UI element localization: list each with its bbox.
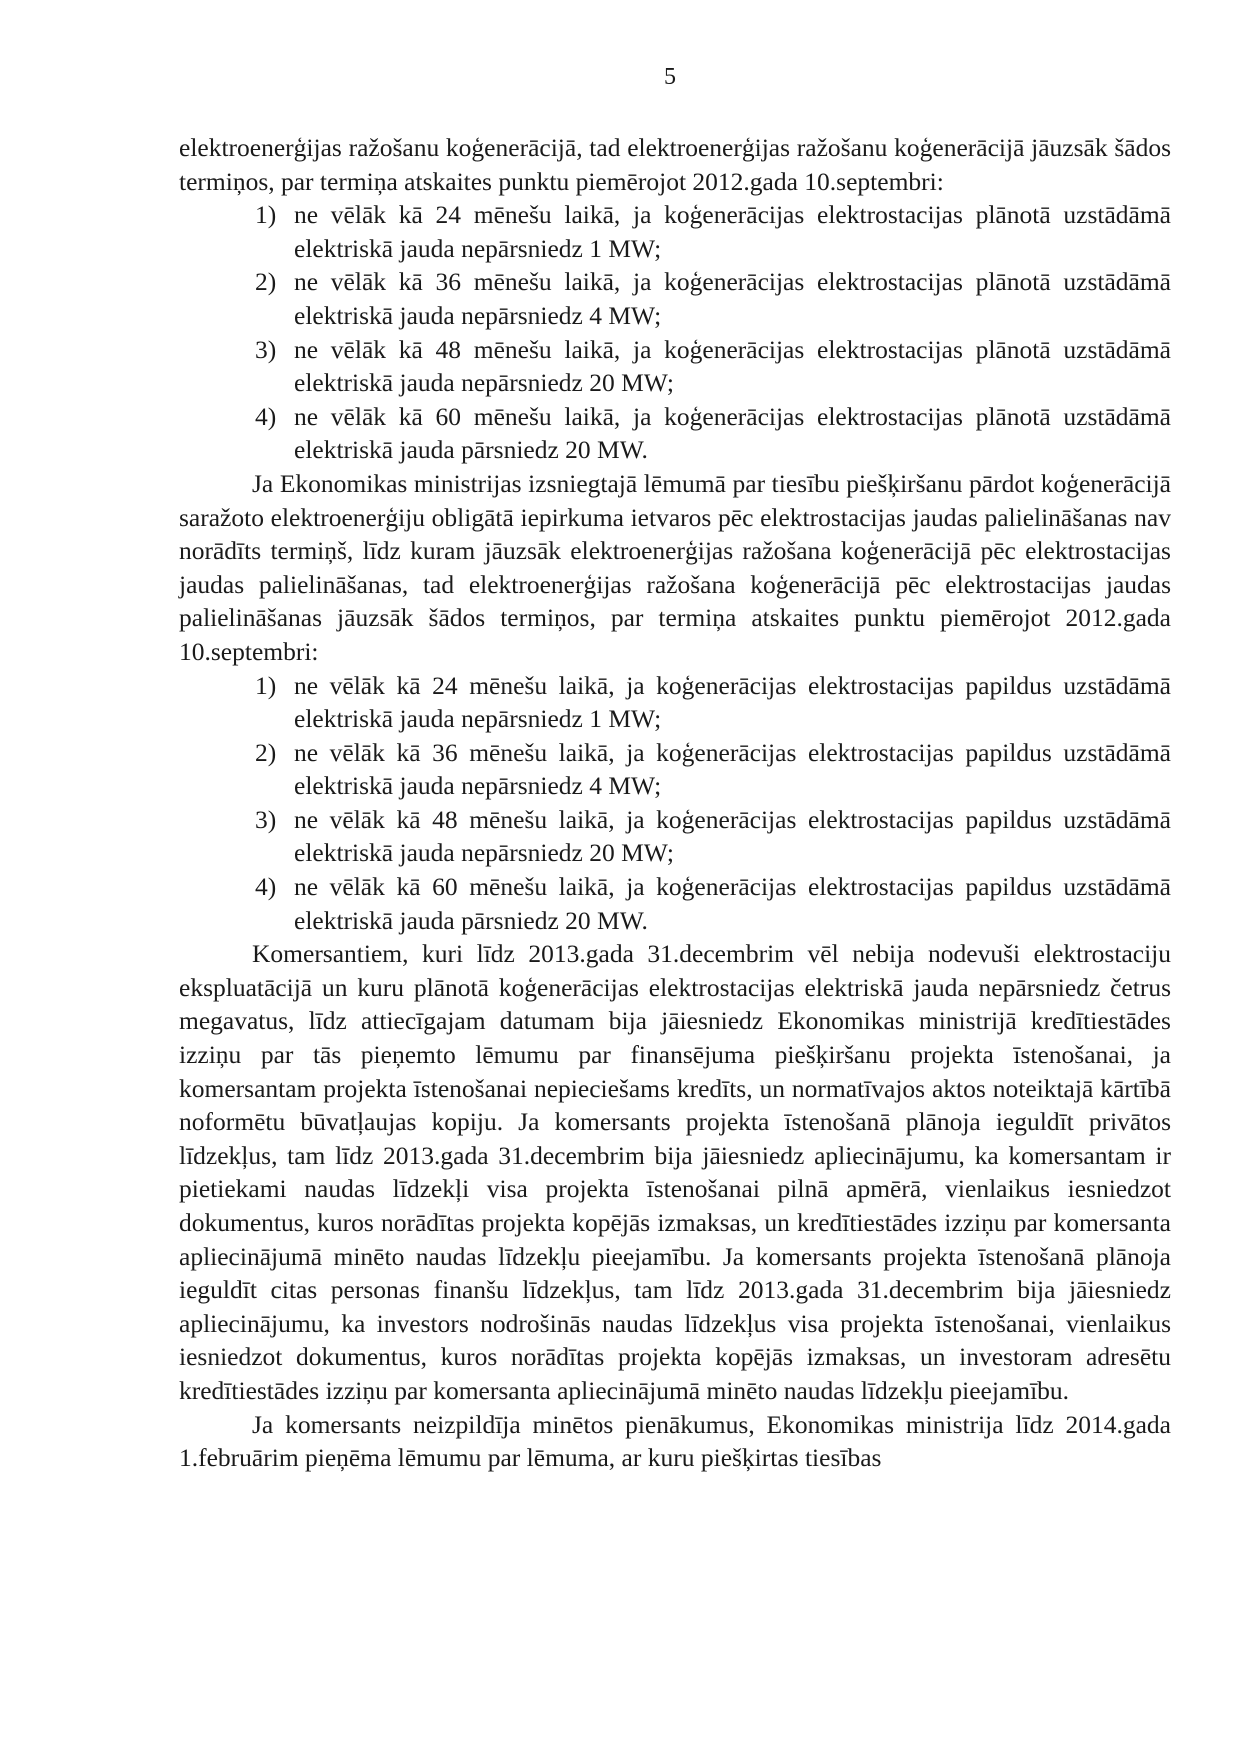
list-item-number: 2) [255, 737, 277, 767]
deadline-list-additional [179, 669, 1171, 938]
list-item-number: 4) [255, 872, 277, 902]
list-item [179, 870, 1171, 937]
list-item-text: ne vēlāk kā 24 mēnešu laikā, ja koģenerācijas elektrostacijas papildus uzstādāmā elektriskā jauda nepārsniedz 1 MW; [294, 670, 1171, 734]
list-item-number: 3) [255, 804, 277, 834]
page-number: 5 [664, 64, 676, 90]
list-item-text: ne vēlāk kā 24 mēnešu laikā, ja koģenerācijas elektrostacijas plānotā uzstādāmā elektriskā jauda nepārsniedz 1 MW; [294, 200, 1171, 263]
list-item-text: ne vēlāk kā 60 mēnešu laikā, ja koģenerācijas elektrostacijas plānotā uzstādāmā elektriskā jauda pārsniedz 20 MW. [294, 401, 1171, 465]
list-item-number: 4) [255, 401, 277, 431]
list-item-text: ne vēlāk kā 60 mēnešu laikā, ja koģenerācijas elektrostacijas papildus uzstādāmā elektriskā jauda pārsniedz 20 MW. [294, 872, 1171, 935]
paragraph-obligations: Ja komersants neizpildīja minētos pienākumus, Ekonomikas ministrija līdz 2014.gada 1.februārim pieņēma lēmumu par lēmuma, ar kuru piešķirtas tiesības [179, 1409, 1171, 1473]
list-item [179, 333, 1171, 400]
paragraph-continuation: elektroenerģijas ražošanu koģenerācijā, tad elektroenerģijas ražošanu koģenerācijā jāuzsāk šādos termiņos, par termiņa atskaites punktu piemērojot 2012.gada 10.septembri: [179, 133, 1171, 196]
paragraph-merchants: Komersantiem, kuri līdz 2013.gada 31.decembrim vēl nebija nodevuši elektrostaciju ekspluatācijā un kuru plānotā koģenerācijas elektrostacijas elektriskā jauda nepārsniedz četrus megavatus, līdz attiecīgajam datumam bija jāiesniedz Ekonomikas ministrijā kredītiestādes izziņu par tās pieņemto lēmumu par finansējuma piešķiršanu projekta īstenošanai, ja komersantam projekta īstenošanai nepieciešams kredīts, un normatīvajos aktos noteiktajā kārtībā noformētu būvatļaujas kopiju. Ja komersants projekta īstenošanā plānoja ieguldīt privātos līdzekļus, tam līdz 2013.gada 31.decembrim bija jāiesniedz apliecinājumu, ka komersantam ir pietiekami naudas līdzekļi visa projekta īstenošanai pilnā apmērā, vienlaikus iesniedzot dokumentus, kuros norādītas projekta kopējās izmaksas, un kredītiestādes izziņu par komersanta apliecinājumā minēto naudas līdzekļu pieejamību. Ja komersants projekta īstenošanā plānoja ieguldīt citas personas finanšu līdzekļus, tam līdz 2013.gada 31.decembrim bija jāiesniedz apliecinājumu, ka investors nodrošinās naudas līdzekļus visa projekta īstenošanai, vienlaikus iesniedzot dokumentus, kuros norādītas projekta kopējās izmaksas, un investoram adresētu kredītiestādes izziņu par komersanta apliecinājumā minēto naudas līdzekļu pieejamību. [179, 939, 1171, 1405]
list-item-text: ne vēlāk kā 48 mēnešu laikā, ja koģenerācijas elektrostacijas papildus uzstādāmā elektriskā jauda nepārsniedz 20 MW; [294, 804, 1171, 868]
list-item [179, 265, 1171, 332]
list-item [179, 400, 1171, 467]
list-item [179, 198, 1171, 265]
list-item [179, 736, 1171, 803]
list-item-number: 2) [255, 267, 277, 297]
list-item-text: ne vēlāk kā 36 mēnešu laikā, ja koģenerācijas elektrostacijas papildus uzstādāmā elektriskā jauda nepārsniedz 4 MW; [294, 737, 1171, 801]
list-item-text: ne vēlāk kā 36 mēnešu laikā, ja koģenerācijas elektrostacijas plānotā uzstādāmā elektriskā jauda nepārsniedz 4 MW; [294, 267, 1171, 330]
list-item-text: ne vēlāk kā 48 mēnešu laikā, ja koģenerācijas elektrostacijas plānotā uzstādāmā elektriskā jauda nepārsniedz 20 MW; [294, 334, 1171, 398]
list-item-number: 1) [255, 200, 277, 230]
paragraph-capacity-increase: Ja Ekonomikas ministrijas izsniegtajā lēmumā par tiesību piešķiršanu pārdot koģenerācijā saražoto elektroenerģiju obligātā iepirkuma ietvaros pēc elektrostacijas jaudas palielināšanas nav norādīts termiņš, līdz kuram jāuzsāk elektroenerģijas ražošana koģenerācijā pēc elektrostacijas jaudas palielināšanas, tad elektroenerģijas ražošana koģenerācijā pēc elektrostacijas jaudas palielināšanas jāuzsāk šādos termiņos, par termiņa atskaites punktu piemērojot 2012.gada 10.septembri: [179, 468, 1171, 666]
list-item-number: 1) [255, 670, 277, 700]
list-item-number: 3) [255, 334, 277, 364]
list-item [179, 669, 1171, 736]
list-item [179, 803, 1171, 870]
document-body [179, 131, 1171, 1475]
deadline-list-planned [179, 198, 1171, 467]
